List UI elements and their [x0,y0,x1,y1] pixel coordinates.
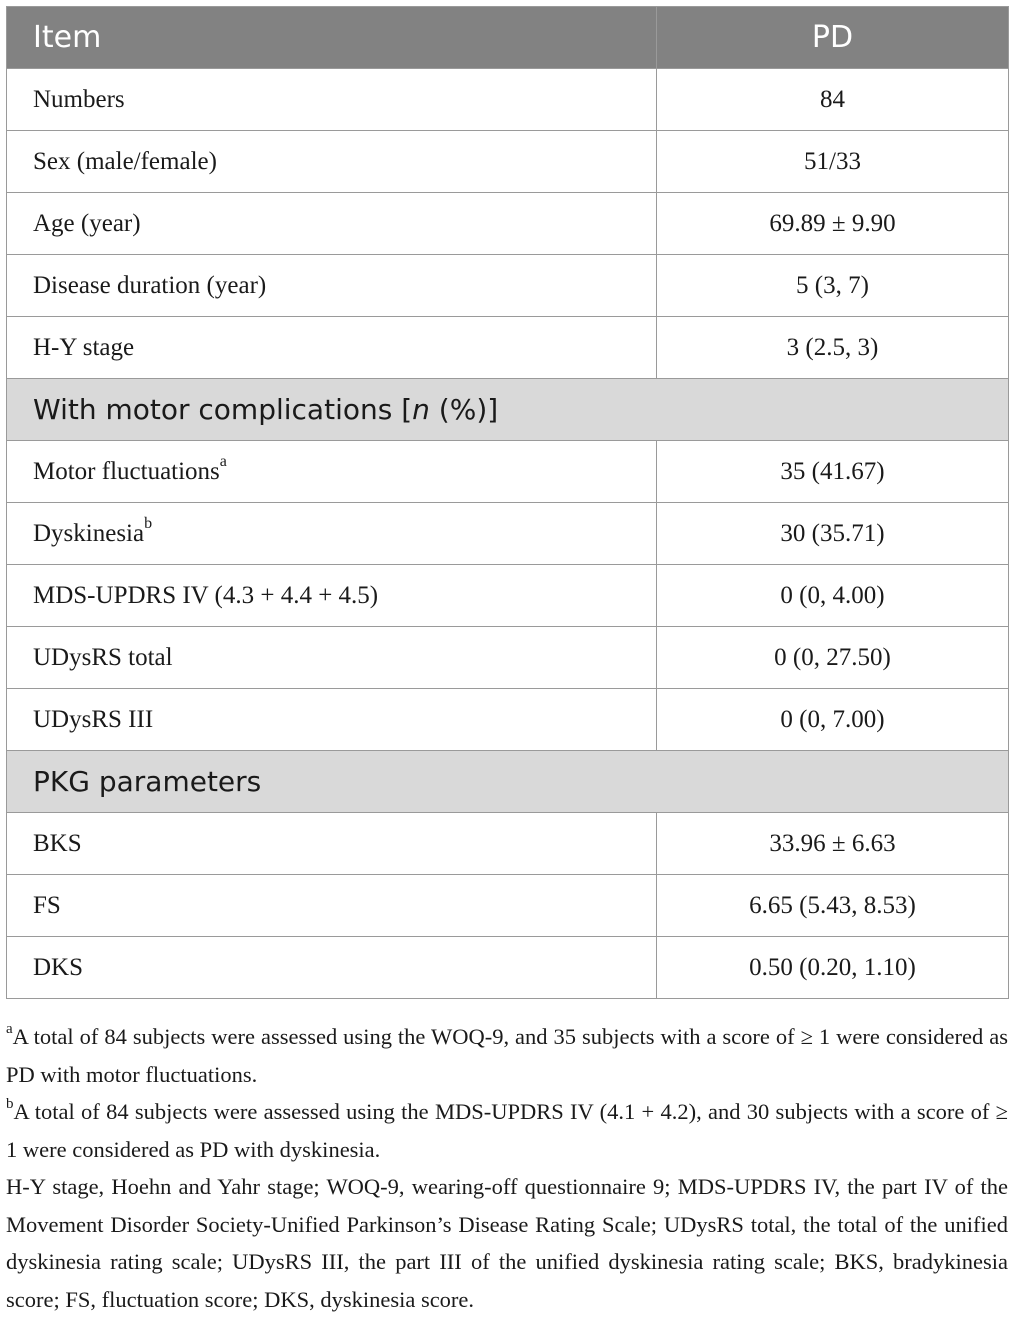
row-value: 30 (35.71) [657,503,1009,565]
row-value: 35 (41.67) [657,441,1009,503]
row-value: 0 (0, 27.50) [657,627,1009,689]
section-title [7,379,1009,441]
row-label-text: Motor fluctuations [33,457,220,485]
table-row [7,875,1009,937]
row-value: 0.50 (0.20, 1.10) [657,937,1009,999]
table-footnotes [6,1018,1008,1318]
row-label: UDysRS III [7,689,657,751]
row-label [7,441,657,503]
row-value: 5 (3, 7) [657,255,1009,317]
row-label: BKS [7,813,657,875]
footnote-b [6,1093,1008,1168]
row-label: H-Y stage [7,317,657,379]
header-pd: PD [657,7,1009,69]
header-item: Item [7,7,657,69]
row-value: 3 (2.5, 3) [657,317,1009,379]
row-label: Disease duration (year) [7,255,657,317]
row-value: 6.65 (5.43, 8.53) [657,875,1009,937]
section-title-prefix: With motor complications [ [33,393,413,426]
table-row [7,317,1009,379]
section-title-italic: n [412,393,430,426]
table-row [7,627,1009,689]
table-row [7,565,1009,627]
row-label-text: Dyskinesia [33,519,145,547]
abbreviations-note: H-Y stage, Hoehn and Yahr stage; WOQ-9, wearing-off questionnaire 9; MDS-UPDRS IV, the part IV of the Movement Disorder Society-Unified Parkinson’s Disease Rating Scale; UDysRS total, the total of the unified dyskinesia rating scale; UDysRS III, the part III of the unified dyskinesia rating scale; BKS, bradykinesia score; FS, fluctuation score; DKS, dyskinesia score. [6,1174,1008,1312]
section-title-suffix: (%)] [429,393,499,426]
footnote-b-marker: b [6,1095,14,1112]
row-label: MDS-UPDRS IV (4.3 + 4.4 + 4.5) [7,565,657,627]
row-value: 51/33 [657,131,1009,193]
row-value: 84 [657,69,1009,131]
row-label: DKS [7,937,657,999]
characteristics-table [6,6,1009,999]
table-row [7,813,1009,875]
table-row [7,689,1009,751]
row-value: 0 (0, 4.00) [657,565,1009,627]
row-label: Sex (male/female) [7,131,657,193]
row-label [7,503,657,565]
row-value: 69.89 ± 9.90 [657,193,1009,255]
footnote-a [6,1018,1008,1093]
row-value: 0 (0, 7.00) [657,689,1009,751]
table-row [7,937,1009,999]
table-header-row [7,7,1009,69]
footnote-marker: b [144,515,153,533]
table-row [7,193,1009,255]
section-title: PKG parameters [7,751,1009,813]
row-value: 33.96 ± 6.63 [657,813,1009,875]
row-label: FS [7,875,657,937]
footnote-a-marker: a [6,1020,13,1037]
footnote-a-text: A total of 84 subjects were assessed using the WOQ-9, and 35 subjects with a score of ≥ 1 were considered as PD with motor fluctuations. [6,1024,1008,1087]
table-row [7,503,1009,565]
row-label: Numbers [7,69,657,131]
table-row [7,69,1009,131]
section-row-motor-complications [7,379,1009,441]
table-row [7,441,1009,503]
row-label: UDysRS total [7,627,657,689]
footnote-b-text: A total of 84 subjects were assessed using the MDS-UPDRS IV (4.1 + 4.2), and 30 subjects with a score of ≥ 1 were considered as PD with dyskinesia. [6,1099,1008,1162]
row-label: Age (year) [7,193,657,255]
table-row [7,255,1009,317]
footnote-marker: a [219,453,227,471]
section-row-pkg-parameters [7,751,1009,813]
table-row [7,131,1009,193]
